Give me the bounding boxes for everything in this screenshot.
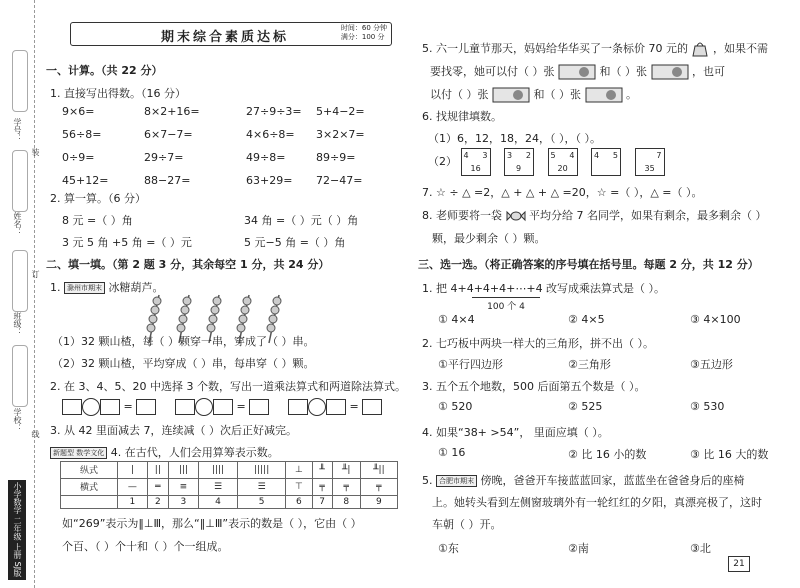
c1-opt-b[interactable]: ② 4×5 — [568, 313, 605, 326]
c1-opt-c[interactable]: ③ 4×100 — [690, 313, 741, 326]
rod-vertical-7: ╨ — [312, 462, 332, 479]
num-cell: 4 — [198, 495, 237, 508]
c4-opt-a[interactable]: ① 16 — [438, 446, 466, 459]
pattern-triangle — [591, 148, 621, 176]
r-q5-line2 — [430, 63, 725, 81]
c1-opt-a[interactable]: ① 4×4 — [438, 313, 475, 326]
tri-bottom: 16 — [470, 164, 481, 173]
rod-horizontal-6: ⊤ — [286, 478, 312, 495]
c3-opt-a[interactable]: ① 520 — [438, 400, 473, 413]
student-id-box — [12, 50, 28, 112]
q6-text: 4. 在古代，人们会用算筹表示数。 — [110, 446, 279, 459]
blank-box[interactable] — [136, 399, 156, 415]
q6-heading — [50, 444, 279, 460]
operator-circle[interactable] — [195, 398, 213, 416]
tri-right: 7 — [656, 151, 662, 160]
r-q5d: 和（ ）张 — [599, 65, 647, 78]
q3-text: 冰糖葫芦。 — [108, 281, 164, 294]
title-box — [70, 22, 392, 46]
rod-horizontal-7: ╤ — [312, 478, 332, 495]
tri-left: 4 — [463, 151, 469, 160]
name-label: 姓名： — [13, 212, 22, 236]
page-number: 21 — [728, 556, 750, 572]
tri-bottom: 9 — [516, 164, 522, 173]
tri-left: 4 — [594, 151, 600, 160]
q2-row2-a: 3 元 5 角 +5 角 =（ ）元 — [62, 236, 192, 249]
rod-vertical-4: |||| — [198, 462, 237, 479]
c5c-text: 车朝（ ）开。 — [432, 518, 502, 531]
section-choice-heading: 三、选一选。（将正确答案的序号填在括号里。每题 2 分，共 12 分） — [418, 258, 759, 271]
rod-vertical-3: ||| — [168, 462, 198, 479]
c4-text: 4. 如果“38+ >54”， 里面应填（ ）。 — [422, 426, 609, 439]
c5-opt-a[interactable]: ①东 — [438, 542, 459, 555]
exam-score: 满分：100 分 — [340, 33, 385, 41]
r-q5e: ，也可 — [692, 65, 725, 78]
r-q5f: 以付（ ）张 — [430, 88, 489, 101]
calc-item: 45+12= — [62, 174, 109, 187]
binding-sidebar — [0, 0, 40, 588]
r-q5c: 要找零，她可以付（ ）张 — [430, 65, 555, 78]
c2-opt-a[interactable]: ①平行四边形 — [438, 358, 503, 371]
banknote-20-icon — [492, 86, 530, 104]
calc-item: 89÷9= — [316, 151, 356, 164]
q3b-text: （2）32 颗山楂，平均穿成（ ）串，每串穿（ ）颗。 — [52, 357, 315, 370]
student-id-label: 学号： — [13, 118, 22, 142]
tri-left: 5 — [550, 151, 556, 160]
q2-row2-b: 5 元−5 角 =（ ）角 — [244, 236, 346, 249]
num-cell: 8 — [332, 495, 360, 508]
rod-horizontal-1: — — [118, 478, 148, 495]
equation-blank-3: = — [288, 398, 382, 416]
r-q6-text: 6. 找规律填数。 — [422, 110, 502, 123]
c5b-text: 上。她转头看到左侧窗玻璃外有一轮红红的夕阳，真漂亮极了，这时 — [432, 496, 762, 509]
blank-box[interactable] — [175, 399, 195, 415]
calc-item: 88−27= — [144, 174, 191, 187]
class-label: 班级： — [13, 312, 22, 336]
section-calc-heading: 一、计算。（共 22 分） — [46, 64, 163, 77]
rod-horizontal-3: ≡ — [168, 478, 198, 495]
exam-meta — [341, 24, 387, 42]
calc-item: 6×7−7= — [144, 128, 193, 141]
r-q6b-label: （2） — [428, 155, 457, 168]
school-label: 学校： — [13, 408, 22, 432]
c1-brace: 100 个 4 — [472, 297, 540, 312]
rod-vertical-5: ||||| — [238, 462, 286, 479]
num-cell: 9 — [360, 495, 397, 508]
calc-item: 3×2×7= — [316, 128, 365, 141]
q3a-text: （1）32 颗山楂，每（ ）颗穿一串，穿成了（ ）串。 — [52, 335, 315, 348]
series-label: 小学数学 二年级 上册 SJ版 — [8, 480, 26, 580]
calc-item: 29÷7= — [144, 151, 184, 164]
tri-left: 3 — [507, 151, 513, 160]
row-header: 纵式 — [61, 462, 118, 479]
exam-time: 时间：60 分钟 — [340, 24, 387, 32]
c2-text: 2. 七巧板中两块一样大的三角形，拼不出（ ）。 — [422, 337, 654, 350]
pattern-triangle — [548, 148, 578, 176]
c5a: 傍晚，爸爸开车接蓝蓝回家，蓝蓝坐在爸爸身后的座椅 — [480, 474, 745, 487]
q4-text: 2. 在 3、4、5、20 中选择 3 个数，写出一道乘法算式和两道除法算式。 — [50, 380, 406, 393]
page-title: 期末综合素质达标 — [161, 30, 290, 45]
calc-item: 9×6= — [62, 105, 95, 118]
num-cell: 2 — [147, 495, 168, 508]
rod-horizontal-5: ☰ — [238, 478, 286, 495]
operator-circle[interactable] — [82, 398, 100, 416]
rod-vertical-1: | — [118, 462, 148, 479]
calc-item: 49÷8= — [246, 151, 286, 164]
banknote-10-icon — [651, 63, 689, 81]
source-tag: 合肥市期末 — [436, 475, 477, 487]
tri-right: 3 — [482, 151, 488, 160]
c3-opt-c[interactable]: ③ 530 — [690, 400, 725, 413]
c4-opt-b[interactable]: ② 比 16 小的数 — [568, 448, 647, 461]
counting-rods-table — [60, 461, 398, 509]
q6c-text: 个百、（ ）个十和（ ）个一组成。 — [62, 540, 229, 553]
q3-heading: 1. 滁州市期末 冰糖葫芦。 — [50, 281, 164, 294]
blank-box[interactable] — [288, 399, 308, 415]
q2-text: 2. 算一算。（6 分） — [50, 192, 146, 205]
q5-text: 3. 从 42 里面减去 7，连续减（ ）次后正好减完。 — [50, 424, 297, 437]
c5-opt-b[interactable]: ②南 — [568, 542, 589, 555]
source-tag: 滁州市期末 — [64, 282, 105, 294]
q6b-text: 如“269”表示为‖⊥Ⅲ，那么“‖⊥Ⅲ”表示的数是（ ），它由（ ） — [62, 517, 362, 530]
tri-bottom: 35 — [644, 164, 655, 173]
operator-circle[interactable] — [308, 398, 326, 416]
c3-opt-b[interactable]: ② 525 — [568, 400, 603, 413]
rod-vertical-8: ╨| — [332, 462, 360, 479]
c3-text: 3. 五个五个地数，500 后面第五个数是（ ）。 — [422, 380, 646, 393]
r-q5a: 5. 六一儿童节那天，妈妈给华华买了一条标价 70 元的 — [422, 42, 688, 55]
q2-row1-b: 34 角 =（ ）元（ ）角 — [244, 214, 359, 227]
pattern-triangle — [461, 148, 491, 176]
r-q7-text: 7. ☆ ÷ △ =2，△ + △ + △ =20，☆ =（ ），△ =（ ）。 — [422, 186, 703, 199]
num-cell: 6 — [286, 495, 312, 508]
class-box — [12, 250, 28, 312]
candy-icon — [506, 209, 526, 223]
bag-icon — [691, 40, 709, 58]
r-q5h: 。 — [626, 88, 637, 101]
rod-horizontal-9: ╤ — [360, 478, 397, 495]
tri-bottom: 20 — [557, 164, 568, 173]
r-q8-line1 — [422, 207, 767, 223]
name-box — [12, 150, 28, 212]
table-row — [61, 495, 398, 508]
r-q5g: 和（ ）张 — [533, 88, 581, 101]
blank-box[interactable] — [213, 399, 233, 415]
num-cell: 5 — [238, 495, 286, 508]
blank-box[interactable] — [326, 399, 346, 415]
calc-item: 5+4−2= — [316, 105, 365, 118]
blank-box[interactable] — [100, 399, 120, 415]
calc-item: 27÷9÷3= — [246, 105, 302, 118]
q1-text: 1. 直接写出得数。（16 分） — [50, 87, 186, 100]
q2-row1-a: 8 元 =（ ）角 — [62, 214, 133, 227]
num-cell: 1 — [118, 495, 148, 508]
table-row — [61, 462, 398, 479]
r-q5b: ，如果不需 — [712, 42, 768, 55]
tri-right: 5 — [612, 151, 618, 160]
r-q5-line3 — [430, 86, 637, 104]
binding-mark: 订 — [31, 270, 40, 278]
rod-vertical-6: ⊥ — [286, 462, 312, 479]
binding-mark: 装 — [31, 148, 40, 156]
calc-item: 4×6÷8= — [246, 128, 295, 141]
tri-right: 4 — [569, 151, 575, 160]
c5-line1: 5. 合肥市期末 傍晚，爸爸开车接蓝蓝回家，蓝蓝坐在爸爸身后的座椅 — [422, 474, 745, 487]
r-q8b: 平均分给 7 名同学，如果有剩余，最多剩余（ ） — [529, 209, 767, 222]
table-row — [61, 478, 398, 495]
c5-opt-c[interactable]: ③北 — [690, 542, 711, 555]
blank-box[interactable] — [62, 399, 82, 415]
row-header — [61, 495, 118, 508]
r-q6a-text: （1）6，12，18，24，（ ），（ ）。 — [428, 132, 601, 145]
calc-item: 0÷9= — [62, 151, 95, 164]
c2-opt-b[interactable]: ②三角形 — [568, 358, 611, 371]
banknote-5-icon — [585, 86, 623, 104]
c2-opt-c[interactable]: ③五边形 — [690, 358, 733, 371]
rod-horizontal-8: ╤ — [332, 478, 360, 495]
equation-blank-1: = — [62, 398, 156, 416]
tri-right: 2 — [525, 151, 531, 160]
binding-mark: 线 — [31, 430, 40, 438]
new-type-tag: 新题型 数学文化 — [50, 447, 107, 459]
pattern-triangle — [635, 148, 665, 176]
calc-item: 72−47= — [316, 174, 363, 187]
rod-horizontal-2: ═ — [147, 478, 168, 495]
r-q8c-text: 颗，最少剩余（ ）颗。 — [432, 232, 546, 245]
r-q5-line1 — [422, 40, 768, 58]
calc-item: 8×2+16= — [144, 105, 200, 118]
rod-horizontal-4: ☰ — [198, 478, 237, 495]
c1-text: 1. 把 4+4+4+4+⋯+4 改写成乘法算式是（ ）。 — [422, 282, 666, 295]
blank-box[interactable] — [249, 399, 269, 415]
num-cell: 3 — [168, 495, 198, 508]
c4-opt-c[interactable]: ③ 比 16 大的数 — [690, 448, 769, 461]
school-box — [12, 345, 28, 407]
row-header: 横式 — [61, 478, 118, 495]
banknote-50-icon — [558, 63, 596, 81]
calc-item: 56÷8= — [62, 128, 102, 141]
pattern-triangle — [504, 148, 534, 176]
num-cell: 7 — [312, 495, 332, 508]
rod-vertical-2: || — [147, 462, 168, 479]
calc-item: 63+29= — [246, 174, 293, 187]
r-q8a: 8. 老师要将一袋 — [422, 209, 502, 222]
r-q6b-row — [428, 148, 675, 176]
equation-blank-2: = — [175, 398, 269, 416]
rod-vertical-9: ╨|| — [360, 462, 397, 479]
section-fill-heading: 二、填一填。（第 2 题 3 分，其余每空 1 分，共 24 分） — [46, 258, 330, 271]
blank-box[interactable] — [362, 399, 382, 415]
